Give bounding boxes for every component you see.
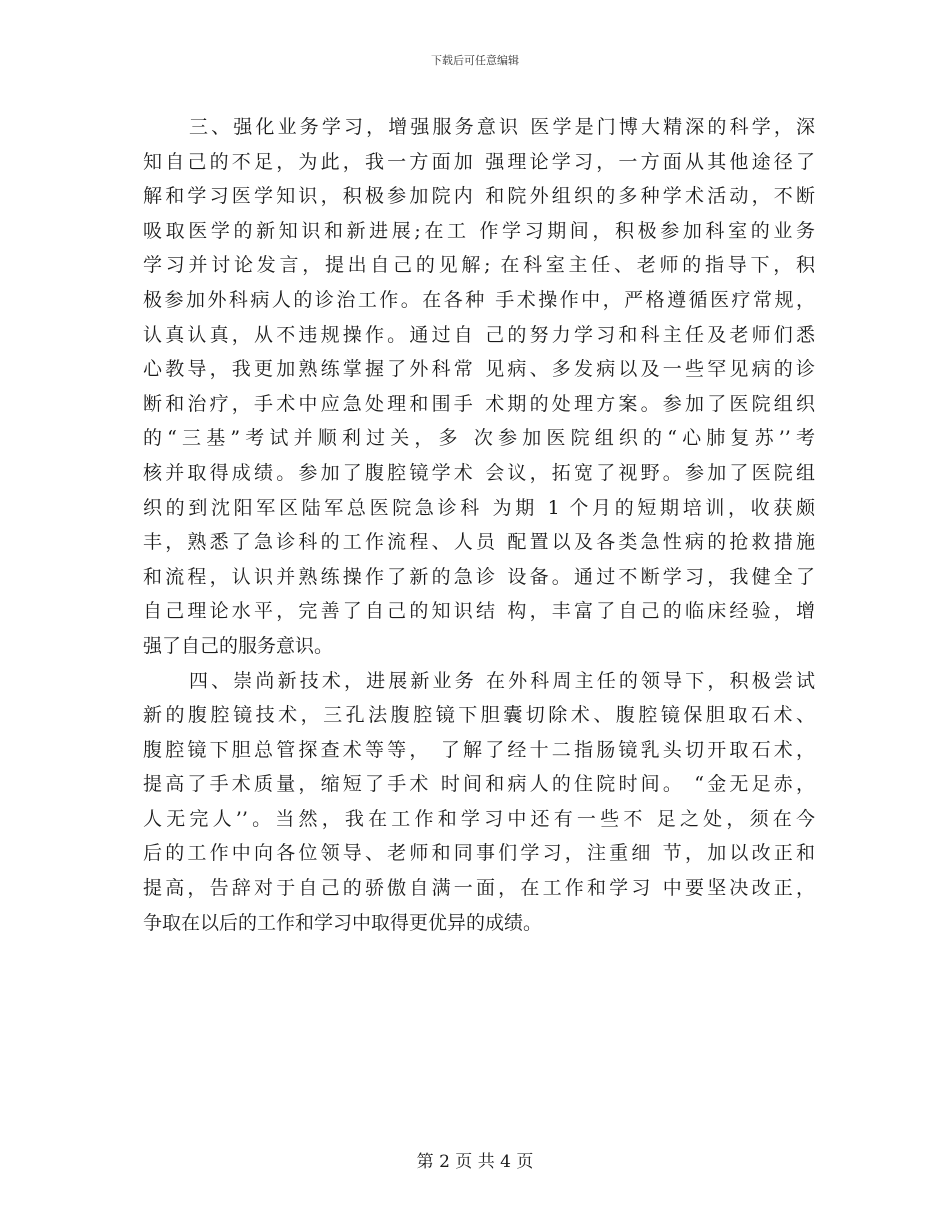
text-line: 认真认真，从不违规操作。通过自 己的努力学习和科主任及老师们悉 [143,323,815,346]
text-line: 解和学习医学知识，积极参加院内 和院外组织的多种学术活动，不断 [143,185,815,208]
text-line: 提高，告辞对于自己的骄傲自满一面，在工作和学习 中要坚决改正， [143,877,815,900]
text-line: 三、强化业务学习，增强服务意识 医学是门博大精深的科学，深 [189,116,815,138]
text-line: 断和治疗，手术中应急处理和围手 术期的处理方案。参加了医院组织 [143,392,815,415]
text-line: 极参加外科病人的诊治工作。在各种 手术操作中，严格遵循医疗常规， [143,288,815,311]
text-line: 和流程，认识并熟练操作了新的急诊 设备。通过不断学习，我健全了 [143,565,815,588]
text-line: 腹腔镜下胆总管探查术等等， 了解了经十二指肠镜乳头切开取石术， [143,738,815,761]
paragraph-1 [143,110,815,664]
page-footer: 第 2 页 共 4 页 [416,1152,534,1172]
text-line: 四、崇尚新技术，进展新业务 在外科周主任的领导下，积极尝试 [189,669,815,692]
text-line: 核并取得成绩。参加了腹腔镜学术 会议，拓宽了视野。参加了医院组 [143,461,815,484]
text-line: 的“三基”考试并顺利过关，多 次参加医院组织的“心肺复苏’’考 [143,427,815,450]
text-line: 丰，熟悉了急诊科的工作流程、人员 配置以及各类急性病的抢救措施 [143,531,815,554]
text-line: 人无完人’’。当然，我在工作和学习中还有一些不 足之处，须在今 [143,807,815,830]
text-line: 心教导，我更加熟练掌握了外科常 见病、多发病以及一些罕见病的诊 [143,358,815,381]
text-line: 后的工作中向各位领导、老师和同事们学习，注重细 节，加以改正和 [143,842,815,865]
text-line: 自己理论水平，完善了自己的知识结 构，丰富了自己的临床经验，增 [143,600,815,623]
text-line: 争取在以后的工作和学习中取得更优异的成绩。 [143,911,543,934]
text-line: 织的到沈阳军区陆军总医院急诊科 为期 1 个月的短期培训，收获颇 [143,496,815,519]
text-line: 新的腹腔镜技术，三孔法腹腔镜下胆囊切除术、腹腔镜保胆取石术、 [143,704,815,727]
document-body [143,110,815,940]
text-line: 知自己的不足，为此，我一方面加 强理论学习，一方面从其他途径了 [143,150,815,173]
paragraph-2 [143,664,815,941]
text-line: 强了自己的服务意识。 [143,634,334,657]
text-line: 学习并讨论发言，提出自己的见解; 在科室主任、老师的指导下，积 [143,254,815,277]
page-header: 下载后可任意编辑 [431,54,519,67]
text-line: 吸取医学的新知识和新进展;在工 作学习期间，积极参加科室的业务 [143,219,815,242]
text-line: 提高了手术质量，缩短了手术 时间和病人的住院时间。 “金无足赤， [143,773,815,796]
